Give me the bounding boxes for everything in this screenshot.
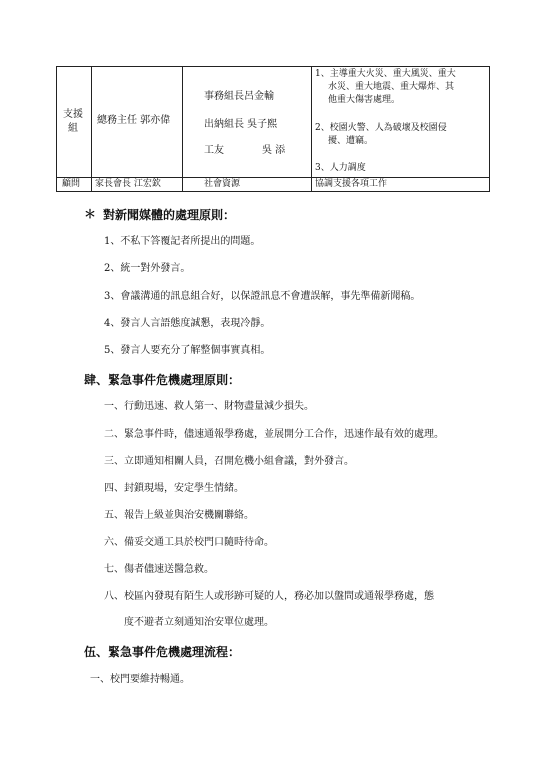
support-duty-line-3: 他重大傷害處理。 (328, 95, 401, 105)
support-group-label-1: 支援 (63, 109, 83, 120)
advisor-name: 家長會長 江宏欽 (95, 179, 161, 189)
media-item-2: 2、統一對外發言。 (104, 263, 191, 274)
principles-section-title: 肆、緊急事件危機處理原則： (84, 373, 241, 387)
support-member-3-name: 吳 添 (262, 145, 286, 156)
support-duty-line-2: 水災、重大地震、重大爆炸、其 (328, 82, 455, 92)
flow-item-1: 一、校門要維持暢通。 (90, 674, 190, 685)
principle-item-3: 三、立即通知相關人員，召開危機小組會議，對外發言。 (104, 456, 354, 467)
support-member-2: 出納組長 吳子熙 (204, 119, 278, 130)
support-duty-line-5: 擾、遭竊。 (328, 136, 374, 146)
principle-item-1: 一、行動迅速、救人第一、財物盡量減少損失。 (104, 401, 314, 412)
media-item-3: 3、會議溝通的訊息組合好，以保證訊息不會遭誤解，事先準備新聞稿。 (104, 291, 421, 302)
table-col-divider-3 (311, 66, 312, 192)
media-section-bullet: ＊ (84, 207, 97, 221)
principle-item-6: 六、備妥交通工具於校門口隨時待命。 (104, 537, 274, 548)
advisor-label: 顧問 (62, 179, 81, 189)
principle-item-8: 八、校區內發現有陌生人或形跡可疑的人，務必加以盤問或通報學務處，態 (104, 591, 434, 602)
support-duty-line-6: 3、人力調度 (315, 163, 366, 173)
support-member-1: 事務組長呂金輸 (204, 91, 274, 102)
advisor-duty: 協調支援各項工作 (315, 179, 388, 189)
principle-item-8-continued: 度不避者立刻通知治安單位處理。 (124, 617, 274, 628)
support-member-3-title: 工友 (204, 145, 224, 156)
table-col-divider-2 (182, 66, 183, 192)
support-duty-line-4: 2、校園火警、人為破壞及校園侵 (315, 123, 447, 133)
advisor-resource: 社會資源 (204, 179, 241, 189)
table-row-divider (56, 177, 490, 178)
table-col-divider-1 (91, 66, 92, 192)
support-leader: 總務主任 郭亦偉 (97, 115, 171, 126)
table-border-right (489, 66, 490, 192)
table-border-left (56, 66, 57, 192)
media-section-title: 對新聞媒體的處理原則： (103, 208, 236, 222)
principle-item-5: 五、報告上級並與治安機關聯絡。 (104, 510, 254, 521)
table-border-top (56, 66, 490, 67)
support-group-label-2: 組 (68, 123, 78, 134)
principle-item-2: 二、緊急事件時，儘速通報學務處，並展開分工合作，迅速作最有效的處理。 (104, 429, 444, 440)
flow-section-title: 伍、緊急事件危機處理流程： (84, 645, 241, 659)
table-border-bottom (56, 191, 490, 192)
principle-item-7: 七、傷者儘速送醫急救。 (104, 564, 214, 575)
support-duty-line-1: 1、主導重大火災、重大風災、重大 (315, 69, 456, 79)
media-item-1: 1、不私下答覆記者所提出的問題。 (104, 236, 261, 247)
principle-item-4: 四、封鎖現場，安定學生情緒。 (104, 483, 244, 494)
media-item-4: 4、發言人言語態度誠懇，表現冷靜。 (104, 318, 271, 329)
media-item-5: 5、發言人要充分了解整個事實真相。 (104, 345, 271, 356)
